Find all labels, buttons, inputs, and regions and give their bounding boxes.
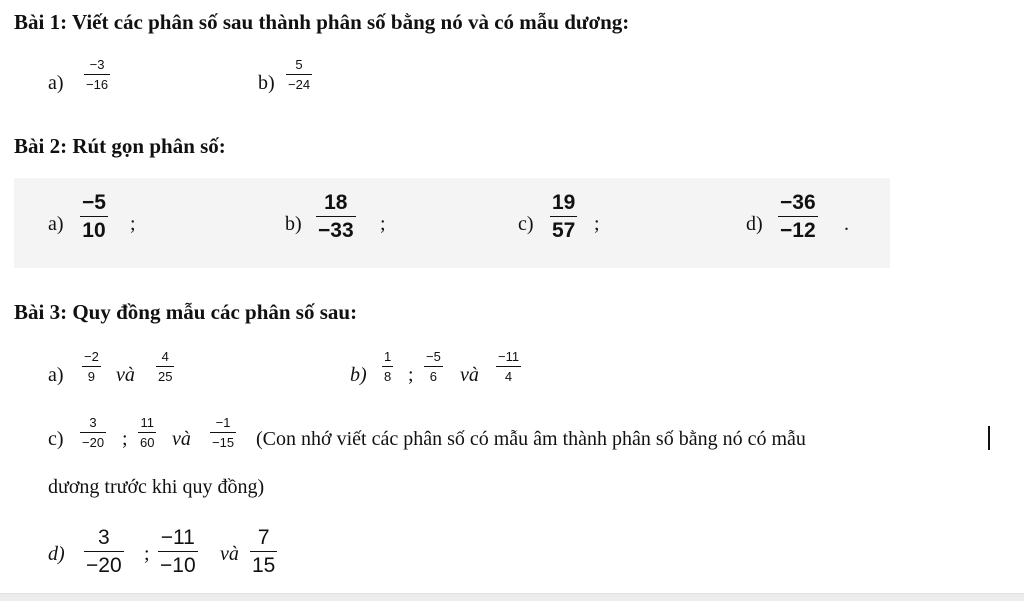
bai3-a-va: và	[116, 364, 135, 386]
numerator: 1	[384, 349, 392, 364]
denominator: −10	[160, 554, 196, 577]
bai3-b-separator: ;	[408, 364, 414, 386]
numerator: 19	[552, 191, 576, 214]
bai2-c-separator: ;	[594, 213, 600, 235]
bai3-title: Bài 3: Quy đồng mẫu các phân số sau:	[14, 300, 358, 324]
fraction-bar	[80, 432, 106, 433]
bai1-b-fraction	[286, 58, 312, 91]
denominator: −24	[288, 77, 311, 92]
numerator: 11	[140, 415, 154, 430]
numerator: −3	[89, 57, 105, 72]
numerator: −5	[426, 349, 441, 364]
bai1-b-label: b)	[258, 72, 275, 94]
denominator: −20	[82, 435, 105, 450]
bai3-b-va: và	[460, 364, 479, 386]
bai2-b-fraction	[316, 192, 356, 241]
bai3-a-fraction-1	[82, 350, 101, 383]
bai3-c-note-line2: dương trước khi quy đồng)	[48, 476, 265, 498]
bai3-b-label: b)	[350, 364, 367, 386]
numerator: 5	[295, 57, 303, 72]
bai2-a-fraction	[80, 192, 108, 241]
bai3-c-separator: ;	[122, 428, 128, 450]
bai1-a-fraction	[84, 58, 110, 91]
numerator: 3	[97, 526, 110, 549]
bai2-b-separator: ;	[380, 213, 386, 235]
bai2-d-separator: .	[844, 213, 849, 235]
numerator: −2	[84, 349, 99, 364]
numerator: −11	[160, 526, 195, 549]
fraction-bar	[80, 216, 108, 217]
numerator: 18	[324, 191, 348, 214]
denominator: 57	[552, 219, 576, 242]
bai3-b-fraction-3	[496, 350, 521, 383]
bai3-d-label: d)	[48, 543, 65, 565]
bai3-d-fraction-2	[158, 527, 198, 576]
denominator: 15	[252, 554, 276, 577]
numerator: 4	[161, 349, 169, 364]
fraction-bar	[84, 74, 110, 75]
numerator: −1	[215, 415, 231, 430]
bai3-c-fraction-1	[80, 416, 106, 449]
bai2-a-separator: ;	[130, 213, 136, 235]
fraction-bar	[250, 551, 277, 552]
denominator: 8	[384, 369, 392, 384]
numerator: −36	[780, 191, 816, 214]
bai1-a-label: a)	[48, 72, 64, 94]
fraction-bar	[286, 74, 312, 75]
denominator: −33	[318, 219, 354, 242]
bai3-c-fraction-2	[138, 416, 156, 449]
bai3-a-fraction-2	[156, 350, 174, 383]
denominator: −20	[86, 554, 122, 577]
bai2-d-fraction	[778, 192, 818, 241]
fraction-bar	[496, 366, 521, 367]
fraction-bar	[84, 551, 124, 552]
bai2-a-label: a)	[48, 213, 64, 235]
numerator: −11	[498, 349, 520, 364]
bai3-c-fraction-3	[210, 416, 236, 449]
bai2-d-label: d)	[746, 213, 763, 235]
numerator: 3	[89, 415, 97, 430]
bai3-c-note-line1: (Con nhớ viết các phân số có mẫu âm thành phân số bằng nó có mẫu	[256, 428, 806, 450]
bai1-title: Bài 1: Viết các phân số sau thành phân số bằng nó và có mẫu dương:	[14, 10, 630, 34]
numerator: 7	[257, 526, 270, 549]
denominator: −16	[86, 77, 109, 92]
bai3-d-separator: ;	[144, 543, 150, 565]
bai3-d-fraction-3	[250, 527, 277, 576]
fraction-bar	[210, 432, 236, 433]
denominator: 9	[87, 369, 96, 384]
bai3-a-label: a)	[48, 364, 64, 386]
denominator: −12	[780, 219, 816, 242]
fraction-bar	[316, 216, 356, 217]
bai3-c-va: và	[172, 428, 191, 450]
bai2-b-label: b)	[285, 213, 302, 235]
fraction-bar	[382, 366, 393, 367]
fraction-bar	[778, 216, 818, 217]
fraction-bar	[424, 366, 443, 367]
denominator: 6	[429, 369, 438, 384]
denominator: −15	[212, 435, 235, 450]
fraction-bar	[82, 366, 101, 367]
denominator: 60	[140, 435, 155, 450]
bai2-title: Bài 2: Rút gọn phân số:	[14, 134, 226, 158]
bai3-c-label: c)	[48, 428, 64, 450]
text-cursor	[988, 426, 990, 450]
fraction-bar	[158, 551, 198, 552]
numerator: −5	[82, 191, 106, 214]
denominator: 4	[504, 369, 513, 384]
fraction-bar	[156, 366, 174, 367]
fraction-bar	[550, 216, 577, 217]
bai3-b-fraction-2	[424, 350, 443, 383]
bai2-c-fraction	[550, 192, 577, 241]
fraction-bar	[138, 432, 156, 433]
denominator: 10	[82, 219, 106, 242]
bai3-d-fraction-1	[84, 527, 124, 576]
bai3-d-va: và	[220, 543, 239, 565]
bai2-c-label: c)	[518, 213, 534, 235]
denominator: 25	[158, 369, 173, 384]
bai3-b-fraction-1	[382, 350, 393, 383]
